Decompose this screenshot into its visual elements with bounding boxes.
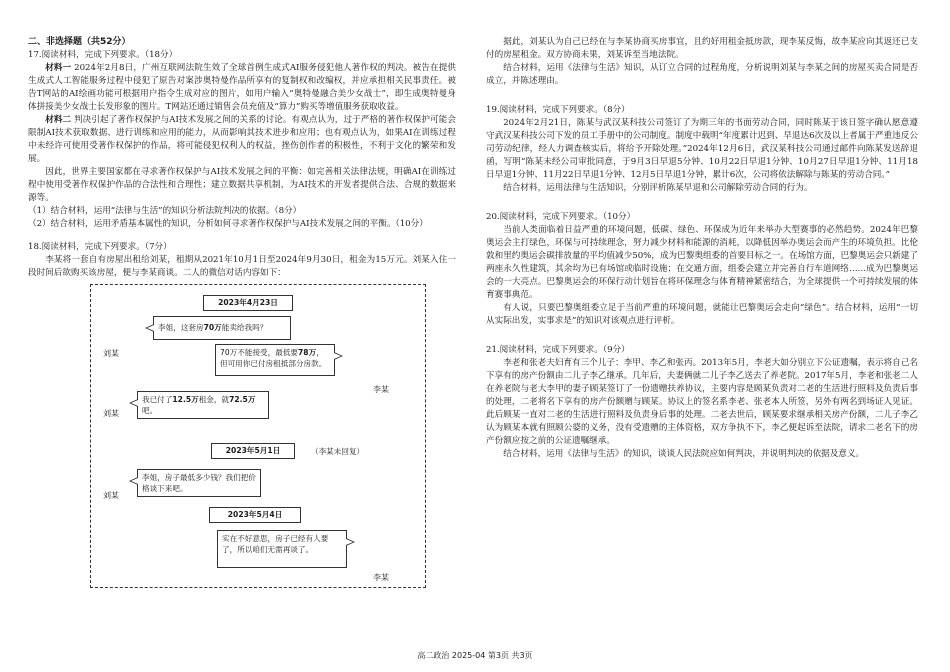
q21-heading: 21.阅读材料，完成下列要求。（9分） xyxy=(486,345,630,355)
q19-heading: 19.阅读材料，完成下列要求。（8分） xyxy=(486,105,630,115)
section-title: 二、非选择题（共52分） xyxy=(28,37,131,47)
q17-heading: 17.阅读材料，完成下列要求。（18分） xyxy=(28,50,178,60)
speaker-li: 李某 xyxy=(373,573,389,582)
chat-date-1: 2023年4月23日 xyxy=(203,295,293,311)
q17-material-1-text: 2024年2月8日，广州互联网法院生效了全球首例生成式AI服务侵犯他人著作权的判决。被告在提供生成式人工智能服务过程中侵犯了原告对案涉奥特曼作品所享有的复制权和改编权，并应承担相关民事责任。被告T网站的AI绘画功能可根据用户指令生成对应的图片，如用户输入“奥特曼融合美少女战士”，即生成奥特曼身体拼接美少女战士长发形象的图片。T网站还通过销售会员充值及“算力”购买等增值服务获取收益。 xyxy=(28,63,456,112)
msg1-part: 李姐，这套房 xyxy=(158,323,204,332)
chat-msg-liu-2 xyxy=(137,391,269,419)
right-column xyxy=(486,36,918,461)
speaker-li: 李某 xyxy=(373,385,389,394)
q17-sub-2: （2）结合材料，运用矛盾基本属性的知识，分析如何寻求著作权保护与AI技术发展之间的平衡。（10分） xyxy=(28,219,428,229)
q19-text: 2024年2月21日，陈某与武汉某科技公司签订了为期三年的书面劳动合同，同时陈某于该日签字确认愿意遵守武汉某科技公司下发的员工手册中的公司制度。制度中载明“年度累计迟到、早退达6次及以上者属于严重违反公司劳动纪律，经人力调查核实后，将给予开除处理。”2024年12月6日，武汉某科技公司通过邮件向陈某发送辞退函，写明“陈某未经公司审批同意，于9月3日早退5分钟、10月22日早退1分钟、10月27日早退1分钟、11月18日早退1分钟、11月22日早退1分钟、12月5日早退1分钟，累计6次，公司将依法解除与陈某的劳动合同。” xyxy=(486,118,918,180)
chat-date-2: 2023年5月1日 xyxy=(211,443,295,459)
wechat-dialogue-box xyxy=(90,284,426,588)
msg1-part: 能卖给我吗？ xyxy=(221,323,268,332)
speaker-liu: 刘某 xyxy=(103,491,119,500)
q17-material-2-label: 材料二 xyxy=(45,115,72,125)
chat-msg-liu-1 xyxy=(153,316,291,340)
q20-text-2: 有人说，只要巴黎奥组委立足于当前严重的环境问题，就能让巴黎奥运会走向“绿色”。结合材料，运用“一切从实际出发，实事求是”的知识对该观点进行评析。 xyxy=(486,303,918,326)
q18-ask: 结合材料，运用《法律与生活》知识，从订立合同的过程角度，分析说明刘某与李某之间的房屋买卖合同是否成立，并陈述理由。 xyxy=(486,63,918,86)
q17-material-2-text: 判决引起了著作权保护与AI技术发展之间的关系的讨论。有观点认为，过于严格的著作权保护可能会限制AI技术获取数据、进行训练和应用的能力，从而影响其技术进步和应用；也有观点认为，如果AI在训练过程中未经许可使用受著作权保护的作品，将可能侵犯权利人的权益，挫伤创作者的积极性，不利于文化的繁荣和发展。 xyxy=(28,115,456,164)
q17-material-1 xyxy=(28,62,456,114)
q19-ask: 结合材料，运用法律与生活知识，分别评析陈某早退和公司解除劳动合同的行为。 xyxy=(503,183,813,193)
msg2-part: 70万不能接受，最低要 xyxy=(220,348,299,357)
q18-text: 李某将一套自有房屋出租给刘某，租期从2021年10月1日至2024年9月30日，租金为15万元。刘某入住一段时间后欲购买该房屋，便与李某商谈。二人的微信对话内容如下： xyxy=(28,255,456,278)
msg2-part: ，但可用你已付房租抵部分房款。 xyxy=(220,348,327,368)
speaker-liu: 刘某 xyxy=(103,409,119,418)
q20-text: 当前人类面临着日益严重的环境问题，低碳、绿色、环保成为近年来举办大型赛事的必然趋势。2024年巴黎奥运会主打绿色，环保与可持续理念，努力减少材料和能源的消耗，以降低因举办奥运会而产生的环境负担。比伦敦和里约奥运会碳排放量的平均值减少50%，成为巴黎奥组委的首要目标之一。在场馆方面，巴黎奥运会只新建了两座永久性建筑，其余均为已有场馆或临时设施；在交通方面，组委会建立并完善自行车道网络……成为巴黎奥运会的一大亮点。巴黎奥运会的环保行动计划旨在将环保理念与体育精神紧密结合，为全球提供一个可持续发展的体育赛事典范。 xyxy=(486,225,918,300)
chat-msg-li-1 xyxy=(215,344,335,376)
q20-heading: 20.阅读材料，完成下列要求。（10分） xyxy=(486,212,636,222)
no-reply-note: （李某未回复） xyxy=(311,447,365,456)
q21-text: 李老和张老夫妇育有三个儿子：李甲、李乙和张丙。2013年5月，李老大如分别立下公证遗嘱，表示将自己名下享有的房产份额由二儿子李乙继承。几年后，夫妻俩就二儿子李乙送去了养老院。2017年5月，李老和张老二人在养老院与老大李甲的妻子顾某签订了一份遗赠扶养协议，主要内容是顾某负责对二老的生活进行照料及负责后事的处理，二老将名下享有的房产份额赠与顾某。协议上的签名系李老、张老本人所签，另外有两名到场证人见证。此后顾某一直对二老的生活进行照料及负责身后事的处理。二老去世后，顾某要求继承相关房产份额，二儿子李乙认为顾某本就有照顾公婆的义务，没有受遗赠的主体资格，双方争执不下，李乙便起诉至法院，请求二老名下的房产份额应按之前的公证遗嘱继承。 xyxy=(486,358,918,446)
msg3-part: 我已付了 xyxy=(142,395,173,404)
msg3-amount: 12.5万 xyxy=(172,395,199,404)
q17-sub-1: （1）结合材料，运用“法律与生活”的知识分析法院判决的依据。（8分） xyxy=(28,206,302,216)
msg2-price: 78万 xyxy=(298,348,317,357)
msg3-price: 72.5万 xyxy=(229,395,256,404)
msg3-part: 吧。 xyxy=(142,406,158,415)
q18-heading: 18.阅读材料，完成下列要求。（7分） xyxy=(28,242,172,252)
speaker-liu: 刘某 xyxy=(103,349,119,358)
chat-date-3: 2023年5月4日 xyxy=(209,507,301,523)
msg3-part: 租金，就 xyxy=(198,395,230,404)
chat-msg-liu-3: 李姐，房子最低多少钱？我们把价格谈下来吧。 xyxy=(137,469,261,497)
q17-material-2-cont: 因此，世界主要国家都在寻求著作权保护与AI技术发展之间的平衡：如完善相关法律法规，明确AI在训练过程中使用受著作权保护作品的合法性和合理性；建立数据共享机制，为AI技术的开发者提供合法、合规的数据来源等。 xyxy=(28,167,456,203)
left-column xyxy=(28,36,456,588)
page-footer: 高二政治 2025-04 第3页 共3页 xyxy=(417,651,533,660)
msg1-price: 70万 xyxy=(203,323,222,332)
chat-msg-li-2: 实在不好意思，房子已经有人要了，所以咱们无需再谈了。 xyxy=(217,530,347,568)
q17-material-1-label: 材料一 xyxy=(45,63,72,73)
q18-continuation: 据此，刘某认为自己已经在与李某协商买房事宜，且约好用租金抵房款，现李某反悔，故李某应向其返还已支付的房屋租金。双方协商未果，刘某诉至当地法院。 xyxy=(486,37,918,60)
q17-material-2 xyxy=(28,114,456,166)
q21-ask: 结合材料，运用《法律与生活》的知识，谈谈人民法院应如何判决，并说明判决的依据及意义。 xyxy=(503,449,865,459)
